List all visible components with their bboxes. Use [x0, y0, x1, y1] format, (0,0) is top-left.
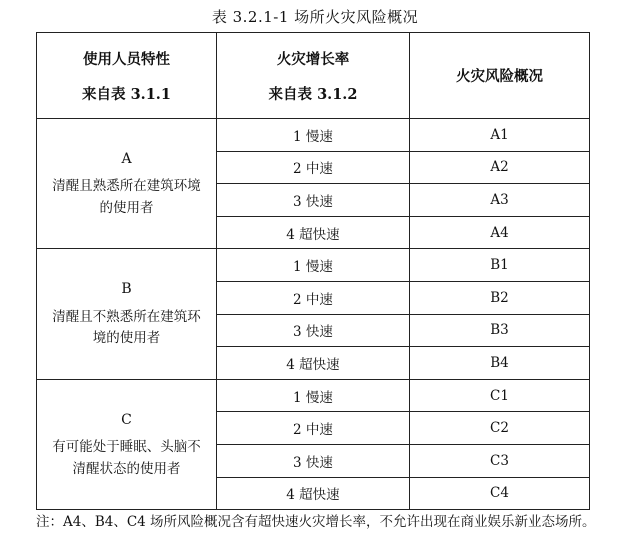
group-description: 清醒且熟悉所在建筑环境的使用者	[52, 178, 201, 216]
table-row	[37, 119, 590, 152]
growth-rate-cell: 2 中速	[217, 412, 410, 445]
risk-profile-cell: C3	[410, 444, 590, 477]
risk-profile-cell: C4	[410, 477, 590, 510]
header-fire-risk-profile: 火灾风险概况	[410, 33, 590, 119]
risk-profile-cell: B3	[410, 314, 590, 347]
risk-profile-cell: B4	[410, 347, 590, 380]
risk-profile-cell: C1	[410, 379, 590, 412]
table-row	[37, 379, 590, 412]
table-row	[37, 249, 590, 282]
group-description: 清醒且不熟悉所在建筑环境的使用者	[52, 308, 201, 347]
growth-rate-cell: 4 超快速	[217, 477, 410, 510]
risk-profile-cell: B2	[410, 281, 590, 314]
header-col2-source: 来自表 3.1.2	[268, 85, 358, 103]
header-fire-growth-rate	[217, 33, 410, 119]
occupant-group-c	[37, 379, 217, 509]
group-description: 有可能处于睡眠、头脑不清醒状态的使用者	[52, 439, 201, 477]
growth-rate-cell: 1 慢速	[217, 379, 410, 412]
growth-rate-cell: 2 中速	[217, 151, 410, 184]
growth-rate-cell: 1 慢速	[217, 119, 410, 152]
occupant-group-a	[37, 119, 217, 249]
fire-risk-table	[36, 32, 590, 510]
header-col1-source: 来自表 3.1.1	[82, 85, 171, 103]
growth-rate-cell: 4 超快速	[217, 347, 410, 380]
growth-rate-cell: 3 快速	[217, 314, 410, 347]
growth-rate-cell: 1 慢速	[217, 249, 410, 282]
risk-profile-cell: A1	[410, 119, 590, 152]
group-code: B	[121, 281, 132, 298]
header-col1-title: 使用人员特性	[83, 50, 170, 68]
table-caption: 表 3.2.1-1 场所火灾风险概况	[211, 8, 419, 26]
risk-profile-cell: A2	[410, 151, 590, 184]
table-note: 注：A4、B4、C4 场所风险概况含有超快速火灾增长率，不允许出现在商业娱乐新业态场所。	[36, 514, 596, 530]
group-code: A	[121, 150, 132, 167]
growth-rate-cell: 3 快速	[217, 444, 410, 477]
header-row	[37, 33, 590, 119]
risk-profile-cell: C2	[410, 412, 590, 445]
header-occupant-characteristics	[37, 33, 217, 119]
growth-rate-cell: 2 中速	[217, 281, 410, 314]
occupant-group-b	[37, 249, 217, 379]
risk-profile-cell: B1	[410, 249, 590, 282]
growth-rate-cell: 4 超快速	[217, 216, 410, 249]
group-code: C	[121, 411, 132, 428]
header-col2-title: 火灾增长率	[276, 50, 350, 68]
risk-profile-cell: A3	[410, 184, 590, 217]
risk-profile-cell: A4	[410, 216, 590, 249]
growth-rate-cell: 3 快速	[217, 184, 410, 217]
